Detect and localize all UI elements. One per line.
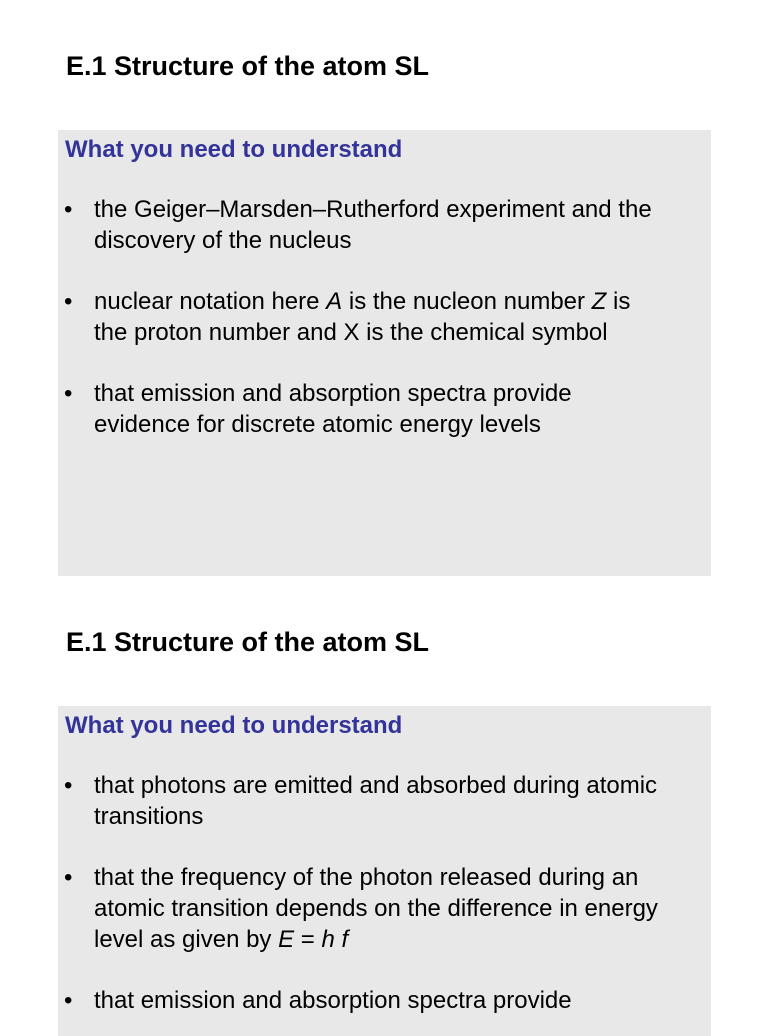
- bullet-dot-icon: •: [64, 864, 73, 891]
- bullet-dot-icon: •: [64, 196, 73, 223]
- slide-2-title: E.1 Structure of the atom SL: [66, 627, 430, 657]
- slide-2-box-heading: What you need to understand: [65, 712, 403, 739]
- slide-2-bullet-list: [58, 770, 711, 1036]
- text-fragment: is the nucleon number: [342, 288, 592, 315]
- bullet-line: that emission and absorption spectra provide: [94, 987, 572, 1014]
- slide-1-box-heading: What you need to understand: [65, 136, 403, 163]
- bullet-dot-icon: •: [64, 772, 73, 799]
- slide-1-title: E.1 Structure of the atom SL: [66, 51, 430, 81]
- math-variable: h f: [321, 926, 349, 953]
- text-fragment: is: [606, 288, 631, 315]
- bullet-line: transitions: [94, 803, 204, 830]
- slide-1-bullet-list: [58, 194, 711, 470]
- bullet-line: evidence for discrete atomic energy levels: [94, 411, 541, 438]
- bullet-item: [58, 985, 711, 1016]
- bullet-item: [58, 862, 711, 955]
- bullet-line: the Geiger–Marsden–Rutherford experiment and the: [94, 196, 652, 223]
- bullet-item: [58, 194, 711, 256]
- bullet-line: that the frequency of the photon released during an: [94, 864, 639, 891]
- text-fragment: level as given by: [94, 926, 279, 953]
- bullet-line: atomic transition depends on the difference in energy: [94, 895, 658, 922]
- bullet-line: that photons are emitted and absorbed during atomic: [94, 772, 658, 799]
- bullet-dot-icon: •: [64, 288, 73, 315]
- bullet-item: [58, 378, 711, 440]
- bullet-line: that emission and absorption spectra provide: [94, 380, 572, 407]
- bullet-dot-icon: •: [64, 380, 73, 407]
- bullet-line: [94, 924, 701, 955]
- bullet-line: discovery of the nucleus: [94, 227, 352, 254]
- bullet-item: [58, 286, 711, 348]
- text-fragment: =: [294, 926, 322, 953]
- bullet-dot-icon: •: [64, 987, 73, 1014]
- text-fragment: nuclear notation here: [94, 288, 327, 315]
- bullet-line: [94, 286, 701, 317]
- math-variable: Z: [591, 288, 607, 315]
- math-variable: A: [326, 288, 343, 315]
- slide-1-understand-box: [58, 130, 711, 576]
- bullet-line: the proton number and X is the chemical symbol: [94, 319, 608, 346]
- math-variable: E: [278, 926, 295, 953]
- slide-2-understand-box: [58, 706, 711, 1036]
- bullet-item: [58, 770, 711, 832]
